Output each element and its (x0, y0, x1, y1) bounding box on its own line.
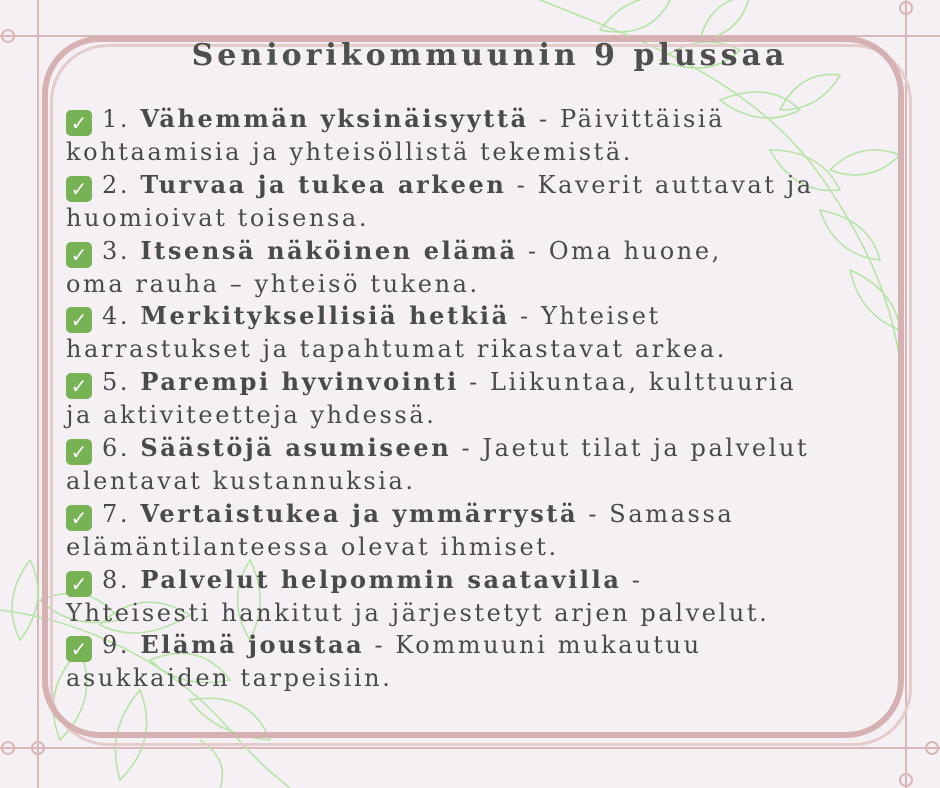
item-number: 1. (102, 105, 131, 133)
item-rest: - Päivittäisiä (528, 105, 726, 133)
item-name: Elämä joustaa (140, 630, 365, 660)
item-continued: kohtaamisia ja yhteisöllistä tekemistä. (66, 138, 634, 166)
item-number: 3. (102, 236, 131, 265)
check-mark-button-icon: ✓ (66, 307, 92, 333)
item-name: Turvaa ja tukea arkeen (140, 169, 507, 199)
item-rest: - Samassa (578, 499, 735, 528)
item-continued: ja aktiviteetteja yhdessä. (66, 401, 437, 430)
item-name: Säästöjä asumiseen (140, 432, 452, 462)
item-continued: harrastukset ja tapahtumat rikastavat arkea. (66, 335, 727, 364)
item-name: Vertaistukea ja ymmärrystä (140, 498, 579, 528)
check-mark-button-icon: ✓ (66, 505, 92, 531)
item-rest: - Jaetut tilat ja palvelut (451, 433, 810, 462)
check-mark-button-icon: ✓ (66, 176, 92, 202)
item-rest: - Oma huone, (517, 236, 722, 265)
benefit-list (66, 103, 926, 695)
item-rest: - Liikuntaa, kulttuuria (458, 368, 797, 397)
item-name: Merkityksellisiä hetkiä (140, 301, 510, 331)
list-item-7 (66, 498, 926, 564)
item-rest: - (621, 565, 643, 594)
list-item-1 (66, 103, 926, 169)
item-continued: elämäntilanteessa olevat ihmiset. (66, 532, 559, 561)
item-number: 4. (102, 302, 131, 331)
item-name: Palvelut helpommin saatavilla (140, 564, 622, 594)
check-mark-button-icon: ✓ (66, 373, 92, 399)
item-number: 9. (102, 631, 131, 660)
page-title: Seniorikommuunin 9 plussaa (191, 38, 789, 73)
check-mark-button-icon: ✓ (66, 636, 92, 662)
item-number: 7. (102, 499, 131, 528)
item-rest: - Kommuuni mukautuu (364, 631, 702, 660)
item-continued: Yhteisesti hankitut ja järjestetyt arjen palvelut. (66, 598, 770, 627)
check-mark-button-icon: ✓ (66, 242, 92, 268)
item-number: 2. (102, 170, 131, 199)
item-continued: alentavat kustannuksia. (66, 466, 416, 495)
list-item-8 (66, 564, 926, 630)
list-item-2 (66, 169, 926, 235)
check-mark-button-icon: ✓ (66, 110, 92, 136)
item-number: 5. (102, 368, 131, 397)
item-number: 8. (102, 565, 131, 594)
item-rest: - Kaverit auttavat ja (506, 170, 814, 199)
item-continued: oma rauha – yhteisö tukena. (66, 269, 480, 298)
item-name: Parempi hyvinvointi (140, 367, 459, 397)
item-name: Vähemmän yksinäisyyttä (140, 104, 529, 133)
list-item-4 (66, 300, 926, 366)
item-continued: huomioivat toisensa. (66, 203, 370, 232)
item-number: 6. (102, 433, 131, 462)
item-rest: - Yhteiset (509, 302, 661, 331)
list-item-6 (66, 432, 926, 498)
item-continued: asukkaiden tarpeisiin. (66, 664, 393, 693)
check-mark-button-icon: ✓ (66, 571, 92, 597)
list-item-9 (66, 629, 926, 695)
list-item-5 (66, 366, 926, 432)
list-item-3 (66, 235, 926, 301)
item-name: Itsensä näköinen elämä (140, 235, 518, 265)
check-mark-button-icon: ✓ (66, 439, 92, 465)
